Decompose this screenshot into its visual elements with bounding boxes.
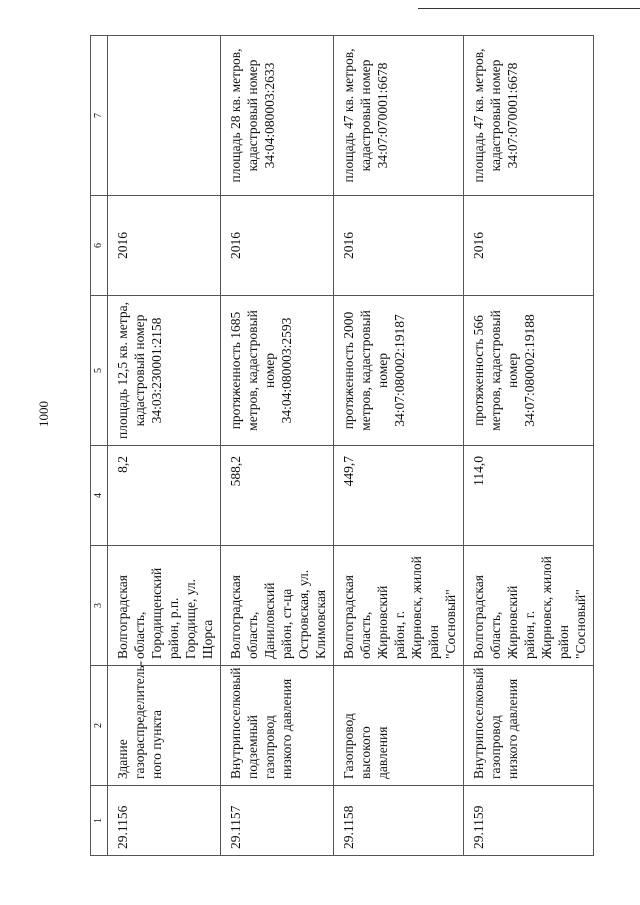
column-header-4: 4 <box>91 446 108 546</box>
column-header-3: 3 <box>91 546 108 666</box>
row-characteristics: площадь 12,5 кв. метра, кадастровый номер 34:03:230001:2158 <box>108 296 221 446</box>
table-row <box>108 36 221 856</box>
column-header-7: 7 <box>91 36 108 196</box>
header-row <box>91 36 108 856</box>
column-header-6: 6 <box>91 196 108 296</box>
row-characteristics: протяженность 1685 метров, кадастровый номер 34:04:080003:2593 <box>221 296 334 446</box>
top-rule <box>418 8 640 9</box>
row-name: Внутрипоселковый газопровод низкого давления <box>464 666 594 786</box>
row-value: 8,2 <box>108 446 221 546</box>
row-year: 2016 <box>334 196 464 296</box>
row-year: 2016 <box>108 196 221 296</box>
row-location: Волгоградская область, Даниловский район, ст-ца Островская, ул. Климовская <box>221 546 334 666</box>
row-extra: площадь 28 кв. метров, кадастровый номер 34:04:080003:2633 <box>221 36 334 196</box>
table-row <box>464 36 594 856</box>
row-location: Волгоградская область, Городищенский район, р.п. Городище, ул. Щорса <box>108 546 221 666</box>
row-year: 2016 <box>464 196 594 296</box>
row-id: 29.1157 <box>221 786 334 856</box>
column-header-5: 5 <box>91 296 108 446</box>
table-row <box>334 36 464 856</box>
column-header-1: 1 <box>91 786 108 856</box>
row-extra: площадь 47 кв. метров, кадастровый номер 34:07:070001:6678 <box>334 36 464 196</box>
row-name: Здание газораспределитель-ного пункта <box>108 666 221 786</box>
row-location: Волгоградская область, Жирновский район, г. Жирновск, жилой район "Сосновый" <box>334 546 464 666</box>
row-name: Внутрипоселковый подземный газопровод низкого давления <box>221 666 334 786</box>
row-value: 588,2 <box>221 446 334 546</box>
column-header-2: 2 <box>91 666 108 786</box>
row-id: 29.1156 <box>108 786 221 856</box>
registry-table <box>90 35 594 856</box>
page-number: 1000 <box>36 401 51 427</box>
row-id: 29.1158 <box>334 786 464 856</box>
table-row <box>221 36 334 856</box>
row-year: 2016 <box>221 196 334 296</box>
row-characteristics: протяженность 2000 метров, кадастровый номер 34:07:080002:19187 <box>334 296 464 446</box>
row-extra: площадь 47 кв. метров, кадастровый номер 34:07:070001:6678 <box>464 36 594 196</box>
row-value: 449,7 <box>334 446 464 546</box>
row-value: 114,0 <box>464 446 594 546</box>
row-characteristics: протяженность 566 метров, кадастровый номер 34:07:080002:19188 <box>464 296 594 446</box>
row-id: 29.1159 <box>464 786 594 856</box>
row-location: Волгоградская область, Жирновский район, г. Жирновск, жилой район "Сосновый" <box>464 546 594 666</box>
rotated-table-sheet <box>90 36 588 856</box>
row-name: Газопровод высокого давления <box>334 666 464 786</box>
row-extra <box>108 36 221 196</box>
